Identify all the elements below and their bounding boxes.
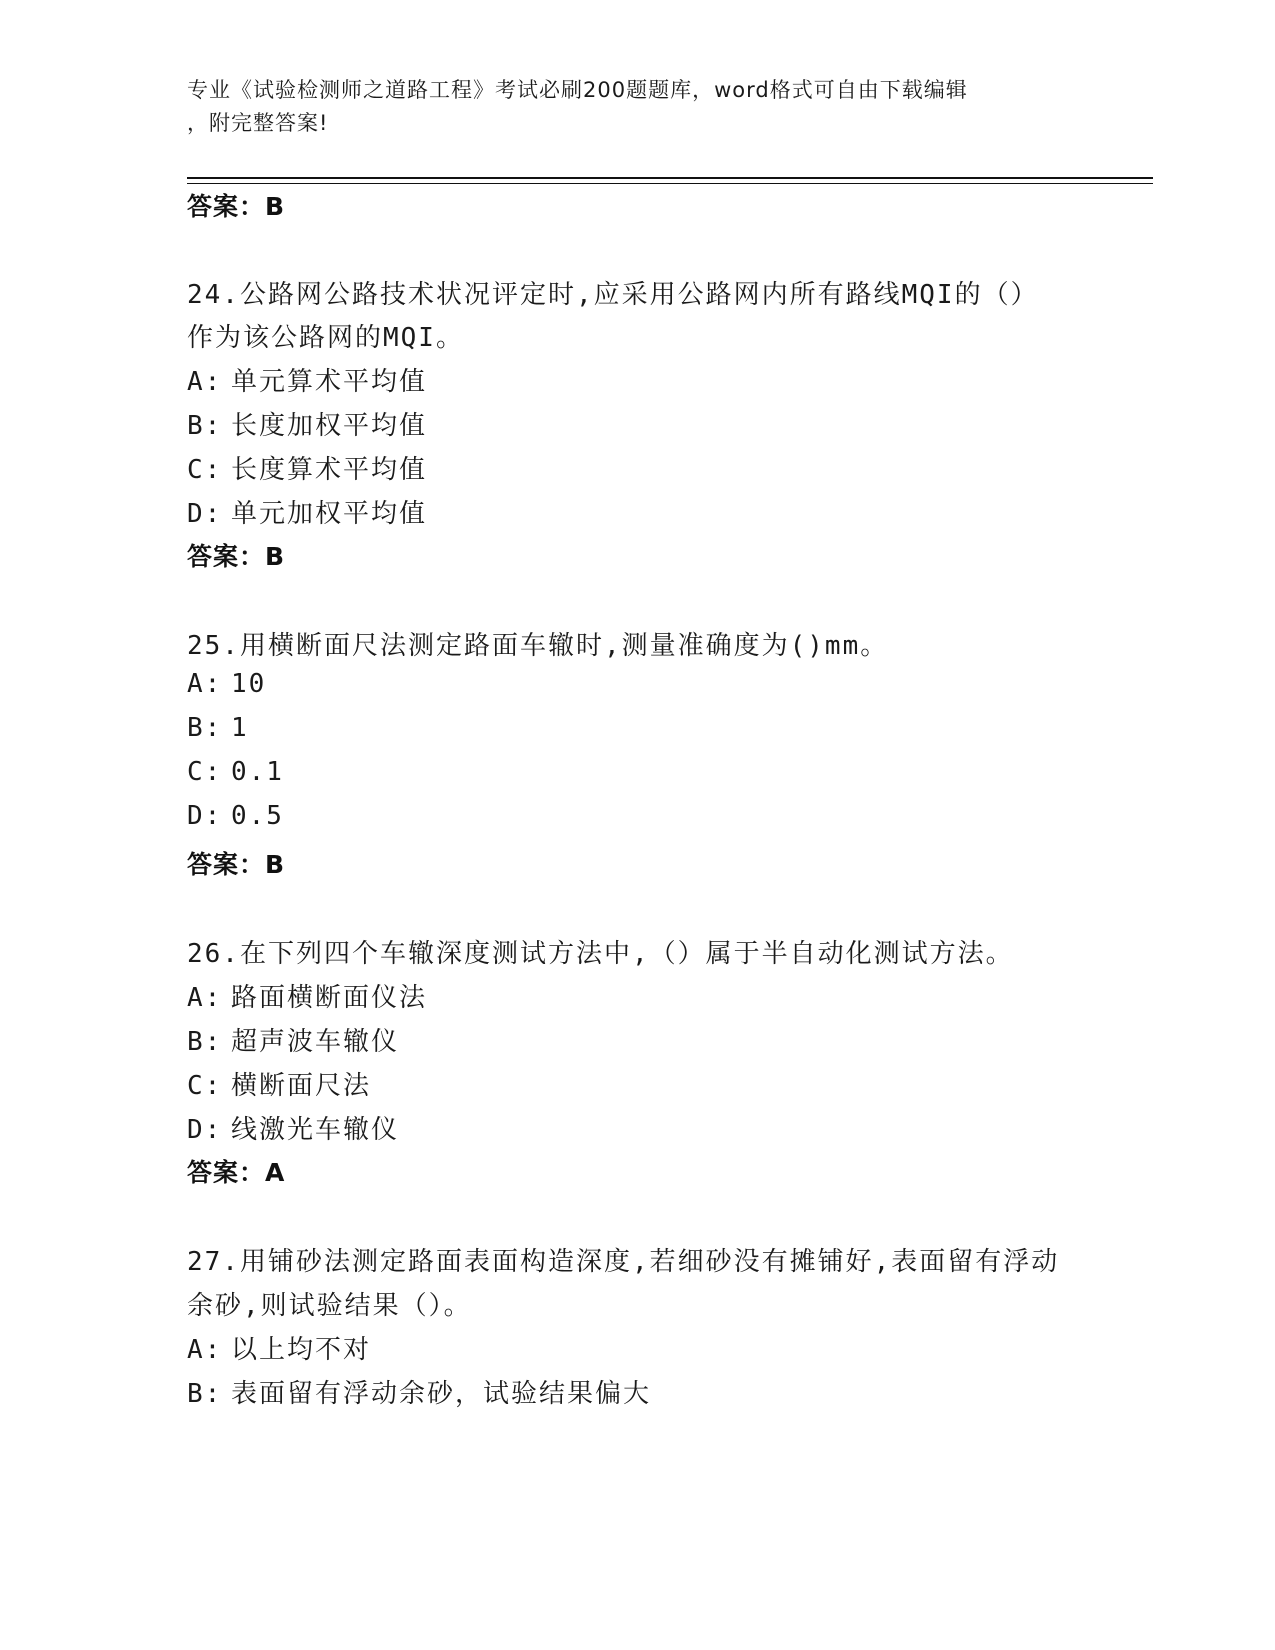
question-24-option-a: A: 单元算术平均值 [187,367,428,397]
header-line-2: ，附完整答案! [187,111,329,135]
question-24-option-d: D: 单元加权平均值 [187,499,428,529]
question-26-option-a: A: 路面横断面仪法 [187,983,428,1013]
question-24-answer: 答案：B [187,542,286,571]
question-25-option-c: C: 0.1 [187,757,284,787]
question-27-option-b: B: 表面留有浮动余砂，试验结果偏大 [187,1379,652,1409]
question-27-line-2: 余砂,则试验结果（）。 [187,1291,472,1321]
question-24-option-c: C: 长度算术平均值 [187,455,428,485]
question-26-option-c: C: 横断面尺法 [187,1071,372,1101]
question-24-line-2: 作为该公路网的MQI。 [187,323,464,353]
question-25-line-1: 25.用横断面尺法测定路面车辙时,测量准确度为()mm。 [187,631,889,661]
question-26-option-b: B: 超声波车辙仪 [187,1027,400,1057]
header-rule-thin [187,183,1153,184]
question-24-line-1: 24.公路网公路技术状况评定时,应采用公路网内所有路线MQI的（） [187,280,1039,310]
question-26-option-d: D: 线激光车辙仪 [187,1115,400,1145]
question-25-option-a: A: 10 [187,669,267,699]
question-27-option-a: A: 以上均不对 [187,1335,372,1365]
question-25-option-d: D: 0.5 [187,801,284,831]
previous-answer: 答案：B [187,192,286,221]
question-26-answer: 答案：A [187,1158,286,1187]
document-header [187,74,1087,140]
question-27-line-1: 27.用铺砂法测定路面表面构造深度,若细砂没有摊铺好,表面留有浮动 [187,1247,1060,1277]
question-26-line-1: 26.在下列四个车辙深度测试方法中,（）属于半自动化测试方法。 [187,939,1014,969]
header-rule-thick [187,177,1153,179]
question-24-option-b: B: 长度加权平均值 [187,411,428,441]
header-line-1: 专业《试验检测师之道路工程》考试必刷200题题库，word格式可自由下载编辑 [187,78,968,102]
question-25-answer: 答案：B [187,850,286,879]
question-25-option-b: B: 1 [187,713,249,743]
